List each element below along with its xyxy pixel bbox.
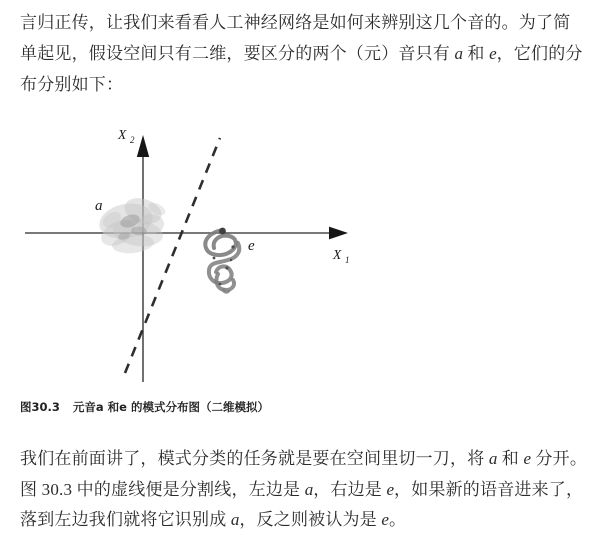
vowel-a-symbol: a [488,449,498,468]
y-axis-arrowhead-icon [137,135,149,157]
cluster-a-label: a [95,198,103,214]
figure-caption [20,399,269,415]
x-axis-label-sub: 1 [345,255,350,265]
vowel-a-symbol: a [304,479,314,499]
text-run: ，右边是 [313,479,387,499]
text-run: 图 30.3 中的虚线便是分割线，左边是 [20,479,305,499]
figure-30-3 [0,110,380,395]
text-run: 我们在前面讲了，模式分类的任务就是要在空间里切一刀，将 [20,449,489,468]
text-run: 和 [497,449,524,468]
vowel-a-symbol: a [230,510,240,529]
text-run: 分开。 [531,449,588,468]
divider-dashed-line [125,138,220,373]
cluster-e-label: e [248,238,255,254]
text-line [20,38,583,69]
vowel-e-symbol: e [386,479,394,499]
text-run: 落到左边我们就将它识别成 [20,510,231,529]
text-run: 。 [388,510,407,529]
text-run: 布分别如下： [20,75,124,94]
y-axis-label: X [118,127,127,142]
vowel-e-symbol: e [381,510,389,529]
explanation-paragraph [20,444,588,536]
text-line [20,505,550,536]
text-line [20,475,584,506]
cluster-e-blob [205,228,239,293]
vowel-a-symbol: a [454,44,463,63]
cluster-a-blob [96,194,167,255]
text-line [20,69,550,100]
text-line [20,444,588,475]
x-axis-label: X [333,247,342,262]
text-run: ，反之则被认为是 [239,510,382,529]
text-run: ，如果新的语音进来了， [394,479,584,499]
text-line [20,7,571,38]
y-axis-label-sub: 2 [130,135,135,145]
text-run: 和 [462,44,490,63]
text-run: ，它们的分 [496,44,583,63]
x-axis-arrowhead-icon [329,227,348,240]
intro-paragraph [20,7,583,100]
caption-text: 元音a 和e 的模式分布图（二维模拟） [72,400,269,414]
text-run: 单起见，假设空间只有二维，要区分的两个（元）音只有 [20,44,455,63]
vowel-e-symbol: e [489,44,497,63]
figure-number: 图30.3 [20,400,60,414]
vowel-e-symbol: e [523,449,532,468]
text-run: 言归正传，让我们来看看人工神经网络是如何来辨别这几个音的。为了简 [20,13,571,32]
